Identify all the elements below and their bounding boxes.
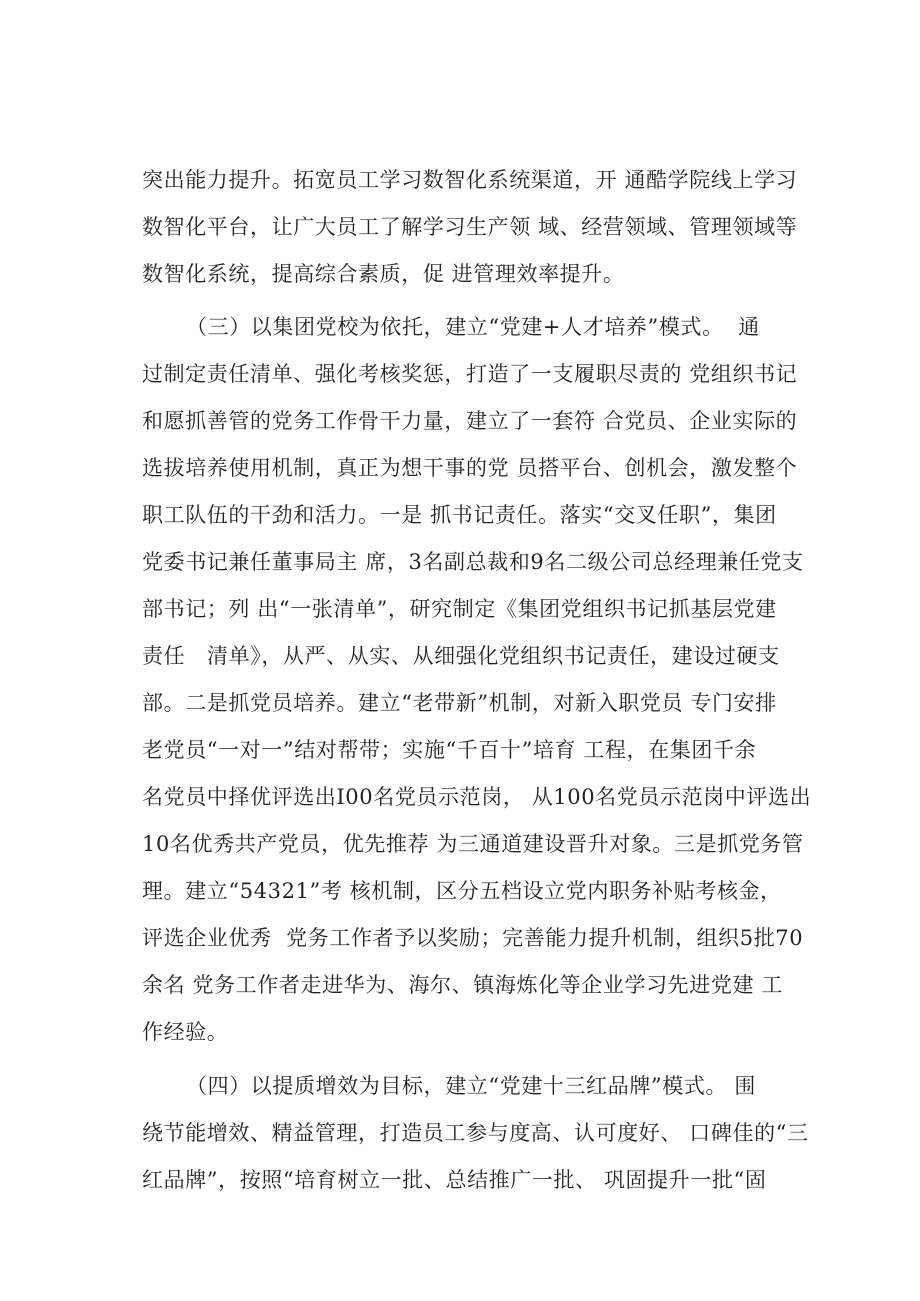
text-line: 和愿抓善管的党务工作骨干力量，建立了一套符 合党员、企业实际的 — [142, 409, 798, 433]
text-line: 理。建立“54321”考 核机制，区分五档设立党内职务补贴考核金， — [142, 879, 782, 903]
text-line: 数智化平台，让广大员工了解学习生产领 域、经营领域、管理领域等 — [142, 215, 798, 239]
text-line: 红品牌”，按照“培育树立一批、总结推广一批、 巩固提升一批“固 — [142, 1168, 767, 1192]
text-line: 老党员“一对一”结对帮带；实施“千百十”培育 工程，在集团千余 — [142, 738, 757, 762]
text-line: 突出能力提升。拓宽员工学习数智化系统渠道，开 通酷学院线上学习 — [142, 168, 798, 192]
text-line: 职工队伍的干劲和活力。一是 抓书记责任。落实“交叉任职”，集团 — [142, 503, 777, 527]
text-line: 部书记；列 出“一张清单”，研究制定《集团党组织书记抓基层党建 — [142, 597, 777, 621]
text-line: 评选企业优秀 党务工作者予以奖励；完善能力提升机制，组织5批70 — [142, 926, 804, 950]
text-line: 选拔培养使用机制，真正为想干事的党 员搭平台、创机会，激发整个 — [142, 456, 798, 480]
text-line: 绕节能增效、精益管理，打造员工参与度高、认可度好、 口碑佳的“三 — [142, 1121, 809, 1145]
section-heading-3: （三）以集团党校为依托，建立“党建+人才培养”模式。 通 — [186, 315, 760, 339]
text-line: 责任 清单》，从严、从实、从细强化党组织书记责任，建设过硬支 — [142, 644, 780, 668]
text-line: 10名优秀共产党员，优先推荐 为三通道建设晋升对象。三是抓党务管 — [142, 832, 804, 856]
section-heading-4: （四）以提质增效为目标，建立“党建十三红品牌”模式。 围 — [186, 1074, 756, 1098]
text-line: 作经验。 — [142, 1020, 229, 1044]
text-line: 党委书记兼任董事局主 席，3名副总裁和9名二级公司总经理兼任党支 — [142, 550, 804, 574]
text-line: 数智化系统，提高综合素质，促 进管理效率提升。 — [142, 262, 625, 286]
text-line: 部。二是抓党员培养。建立“老带新”机制，对新入职党员 专门安排 — [142, 691, 777, 715]
text-line: 余名 党务工作者走进华为、海尔、镇海炼化等企业学习先进党建 工 — [142, 973, 783, 997]
text-line: 过制定责任清单、强化考核奖惩，打造了一支履职尽责的 党组织书记 — [142, 362, 798, 386]
text-line: 名党员中择优评选出I00名党员示范岗， 从100名党员示范岗中评选出 — [142, 785, 812, 809]
